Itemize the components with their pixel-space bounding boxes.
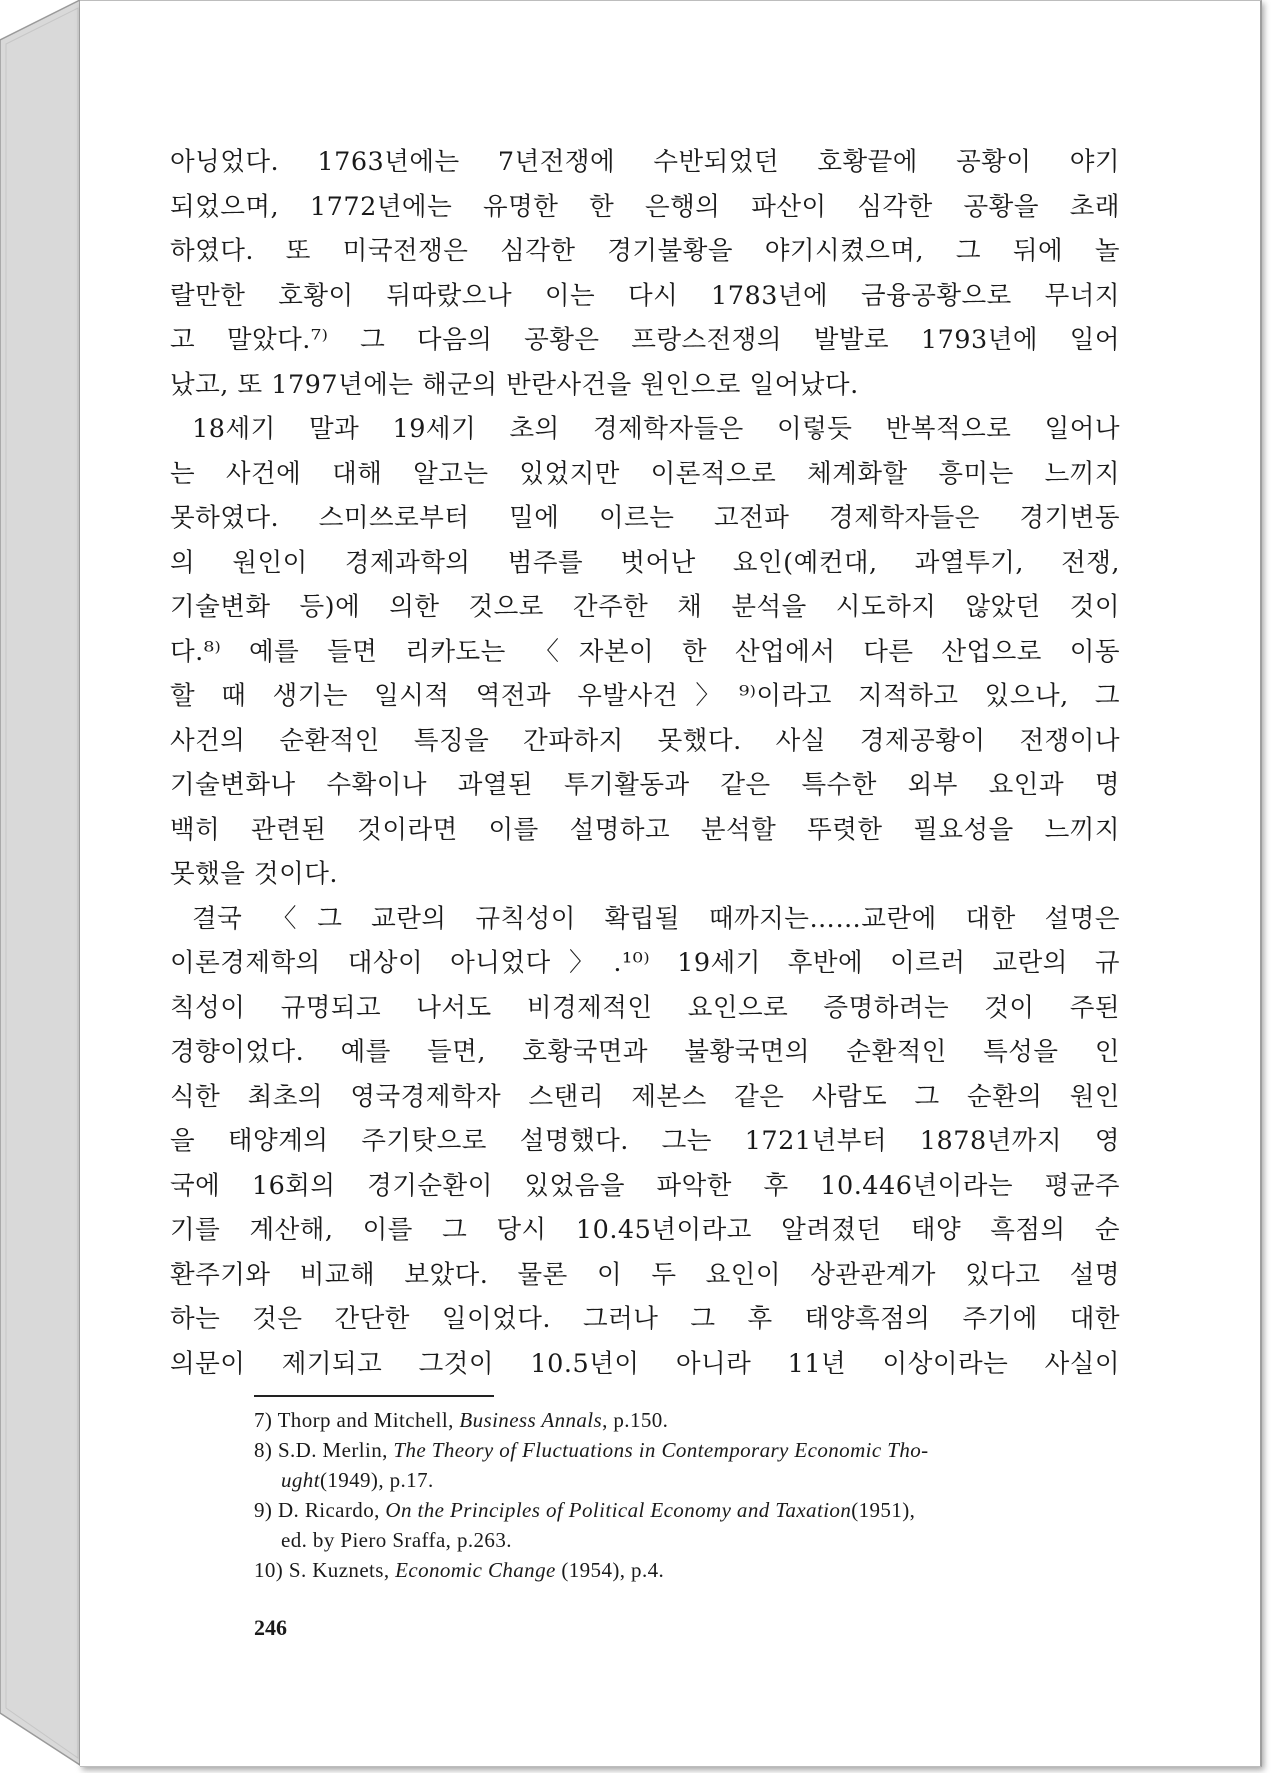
page-number: 246 — [254, 1615, 287, 1640]
footnote-text: ed. by Piero Sraffa, p.263. — [281, 1528, 512, 1552]
text-line: 하는 것은 간단한 일이었다. 그러나 그 후 태양흑점의 주기에 대한 — [170, 1304, 1120, 1334]
text-line: 났고, 또 1797년에는 해군의 반란사건을 원인으로 일어났다. — [170, 369, 859, 400]
text-line: 결국 〈그 교란의 규칙성이 확립될 때까지는……교란에 대한 설명은 — [192, 903, 1120, 934]
footnote-text: , p.150. — [602, 1408, 669, 1432]
footnote-text: D. Ricardo, — [277, 1498, 386, 1522]
paragraph-3 — [170, 897, 1120, 1387]
text-line: 사건의 순환적인 특징을 간파하지 못했다. 사실 경제공황이 전쟁이나 — [170, 725, 1120, 756]
footnote-number: 7) — [254, 1408, 273, 1432]
footnote-title: On the Principles of Political Economy and Taxation — [385, 1498, 852, 1522]
footnote-9 — [254, 1495, 1120, 1555]
text-line: 못했을 것이다. — [170, 859, 339, 889]
text-line: 는 사건에 대해 알고는 있었지만 이론적으로 체계화할 흥미는 느끼지 — [170, 458, 1120, 489]
text-line: 하였다. 또 미국전쟁은 심각한 경기불황을 야기시켰으며, 그 뒤에 놀 — [170, 236, 1120, 266]
footnote-title: Economic Change — [395, 1558, 556, 1582]
footnote-text: S.D. Merlin, — [277, 1438, 394, 1462]
footnote-rule — [254, 1395, 494, 1397]
text-line: 칙성이 규명되고 나서도 비경제적인 요인으로 증명하려는 것이 주된 — [170, 992, 1120, 1023]
footnote-title: ught — [281, 1468, 320, 1492]
text-line: 18세기 말과 19세기 초의 경제학자들은 이렇듯 반복적으로 일어나 — [192, 414, 1120, 444]
footnote-number: 9) — [254, 1498, 273, 1522]
text-line: 환주기와 비교해 보았다. 물론 이 두 요인이 상관관계가 있다고 설명 — [170, 1259, 1120, 1290]
footnote-10 — [254, 1555, 1120, 1585]
footnote-text: (1949), p.17. — [319, 1468, 434, 1492]
text-line: 의 원인이 경제과학의 범주를 벗어난 요인(예컨대, 과열투기, 전쟁, — [170, 547, 1120, 578]
text-line: 고 말았다.⁷⁾ 그 다음의 공황은 프랑스전쟁의 발발로 1793년에 일어 — [170, 325, 1120, 355]
footnote-8 — [254, 1435, 1120, 1495]
text-line: 기를 계산해, 이를 그 당시 10.45년이라고 알려졌던 태양 흑점의 순 — [170, 1215, 1120, 1245]
footnote-7 — [254, 1405, 1120, 1435]
text-line: 국에 16회의 경기순환이 있었음을 파악한 후 10.446년이라는 평균주 — [170, 1170, 1120, 1201]
footnote-title: The Theory of Fluctuations in Contemporary Economic Tho- — [393, 1438, 929, 1462]
text-line: 할 때 생기는 일시적 역전과 우발사건〉⁹⁾이라고 지적하고 있으나, 그 — [170, 681, 1120, 711]
footnotes — [254, 1405, 1120, 1585]
text-line: 아닝었다. 1763년에는 7년전쟁에 수반되었던 호황끝에 공황이 야기 — [170, 147, 1120, 177]
text-line: 다.⁸⁾ 예를 들면 리카도는 〈자본이 한 산업에서 다른 산업으로 이동 — [170, 636, 1120, 667]
footnote-number: 8) — [254, 1438, 273, 1462]
text-line: 의문이 제기되고 그것이 10.5년이 아니라 11년 이상이라는 사실이 — [170, 1348, 1120, 1379]
text-line: 경향이었다. 예를 들면, 호황국면과 불황국면의 순환적인 특성을 인 — [170, 1037, 1120, 1067]
footnote-text: Thorp and Mitchell, — [277, 1408, 460, 1432]
footnote-continuation — [254, 1465, 1120, 1495]
footnote-continuation — [254, 1525, 1120, 1555]
paragraph-1 — [170, 140, 1120, 407]
text-line: 식한 최초의 영국경제학자 스탠리 제본스 같은 사람도 그 순환의 원인 — [170, 1081, 1120, 1112]
footnote-text: (1954), p.4. — [555, 1558, 665, 1582]
text-line: 백히 관련된 것이라면 이를 설명하고 분석할 뚜렷한 필요성을 느끼지 — [170, 814, 1120, 845]
footnote-number: 10) — [254, 1558, 284, 1582]
body-text — [170, 140, 1120, 1386]
text-line: 기술변화나 수확이나 과열된 투기활동과 같은 특수한 외부 요인과 명 — [170, 770, 1120, 800]
text-line: 되었으며, 1772년에는 유명한 한 은행의 파산이 심각한 공황을 초래 — [170, 191, 1120, 222]
text-line: 랄만한 호황이 뒤따랐으나 이는 다시 1783년에 금융공황으로 무너지 — [170, 280, 1120, 311]
footnote-text: (1951), — [851, 1498, 916, 1522]
text-line: 기술변화 등)에 의한 것으로 간주한 채 분석을 시도하지 않았던 것이 — [170, 592, 1120, 622]
text-line: 못하였다. 스미쓰로부터 밀에 이르는 고전파 경제학자들은 경기변동 — [170, 503, 1120, 533]
footnote-title: Business Annals — [459, 1408, 603, 1432]
text-line: 이론경제학의 대상이 아니었다〉.¹⁰⁾ 19세기 후반에 이르러 교란의 규 — [170, 948, 1120, 978]
paragraph-2 — [170, 407, 1120, 897]
text-line: 을 태양계의 주기탓으로 설명했다. 그는 1721년부터 1878년까지 영 — [170, 1126, 1120, 1156]
footnote-text: S. Kuznets, — [288, 1558, 396, 1582]
